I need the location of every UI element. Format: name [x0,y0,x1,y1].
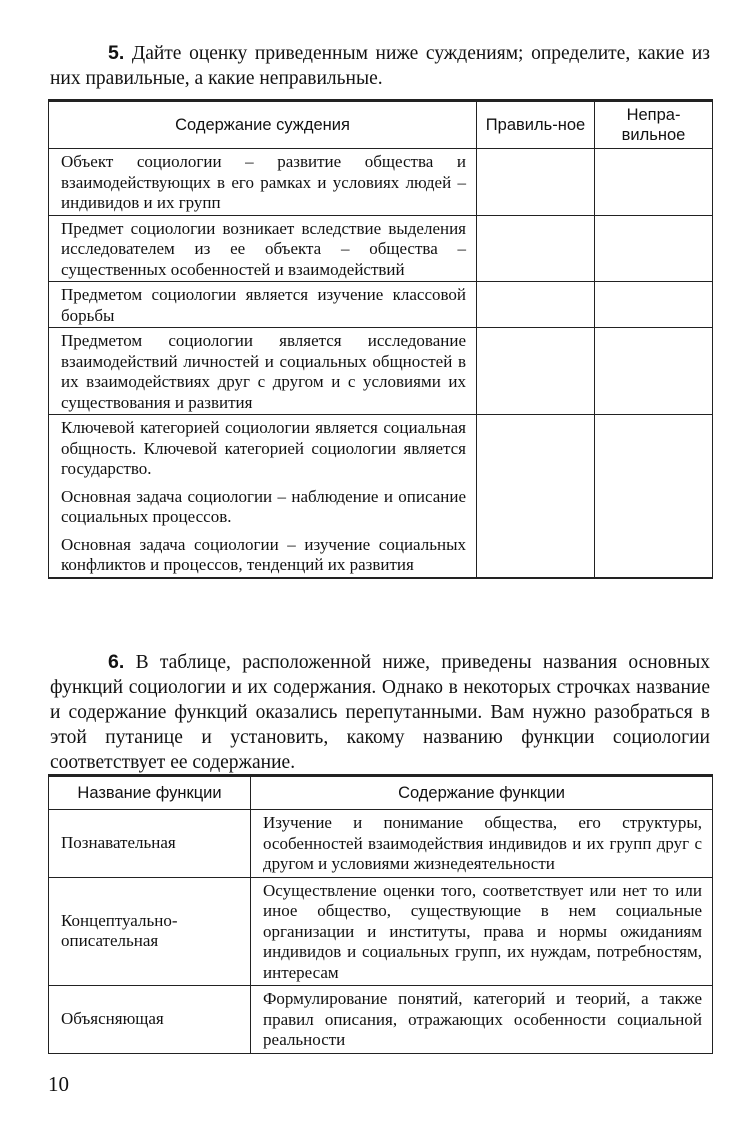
function-content-cell: Осуществление оценки того, соответствует или нет то или иное общество, существующие в нем социальные организации и институты, права и нормы ожиданиям индивидов и социальных групп, их нуждам, потребностям, интересам [251,877,713,986]
correct-cell[interactable] [477,149,595,216]
incorrect-cell[interactable] [595,328,713,415]
table-row [49,215,713,282]
statement-text: Предметом социологии является изучение классовой борьбы [61,285,466,325]
function-name-cell: Концептуально-описательная [49,877,251,986]
statement-text: Объект социологии – развитие общества и взаимодействующих в его рамках и условиях людей – индивидов и их групп [61,152,466,212]
table-row [49,986,713,1054]
statement-text: Ключевой категорией социологии является социальная общность. Ключевой категорией социологии является государство. [61,418,466,478]
function-name-cell: Познавательная [49,810,251,878]
task-5-text: Дайте оценку приведенным ниже суждениям; определите, какие из них правильные, а какие неправильные. [50,43,710,89]
incorrect-cell[interactable] [595,282,713,328]
function-name-cell: Объясняющая [49,986,251,1054]
statement-cell [49,415,477,578]
incorrect-cell[interactable] [595,149,713,216]
correct-cell[interactable] [477,415,595,578]
task-5 [50,41,710,91]
statement-cell [49,328,477,415]
header-correct: Правиль-ное [477,101,595,149]
functions-table [48,774,713,1054]
correct-cell[interactable] [477,282,595,328]
header-function-name: Название функции [49,776,251,810]
table-row [49,282,713,328]
statement-text: Предметом социологии является исследование взаимодействий личностей и социальных общностей в их взаимодействиях друг с другом и с условиями их существования и развития [61,331,466,412]
table-row [49,149,713,216]
statement-cell [49,282,477,328]
header-incorrect: Непра-вильное [595,101,713,149]
table-row [49,877,713,986]
header-statement: Содержание суждения [49,101,477,149]
statement-text: Основная задача социологии – наблюдение и описание социальных процессов. [61,486,466,526]
incorrect-cell[interactable] [595,415,713,578]
header-function-content: Содержание функции [251,776,713,810]
task-6 [50,650,710,775]
correct-cell[interactable] [477,328,595,415]
incorrect-cell[interactable] [595,215,713,282]
task-5-number: 5. [108,42,125,64]
statements-table [48,99,713,579]
functions-table-header [49,776,713,810]
page-number: 10 [48,1072,69,1096]
statement-cell [49,149,477,216]
task-6-text: В таблице, расположенной ниже, приведены названия основных функций социологии и их содержания. Однако в некоторых строчках название и содержание функций оказались перепутанными. Вам нужно разобраться в этой путанице и установить, какому названию функции социологии соответствует ее содержание. [50,652,710,773]
function-content-cell: Формулирование понятий, категорий и теорий, а также правил описания, отражающих особенности социальной реальности [251,986,713,1054]
table-row [49,810,713,878]
table-row [49,328,713,415]
table-row [49,415,713,578]
task-6-number: 6. [108,651,125,673]
statement-text: Основная задача социологии – изучение социальных конфликтов и процессов, тенденций их развития [61,534,466,574]
statement-text: Предмет социологии возникает вследствие выделения исследователем из ее объекта – общества – существенных особенностей и взаимодействий [61,218,466,279]
correct-cell[interactable] [477,215,595,282]
statement-cell [49,215,477,282]
statements-table-header [49,101,713,149]
function-content-cell: Изучение и понимание общества, его структуры, особенностей взаимодействия индивидов и их групп друг с другом и условиями жизнедеятельности [251,810,713,878]
